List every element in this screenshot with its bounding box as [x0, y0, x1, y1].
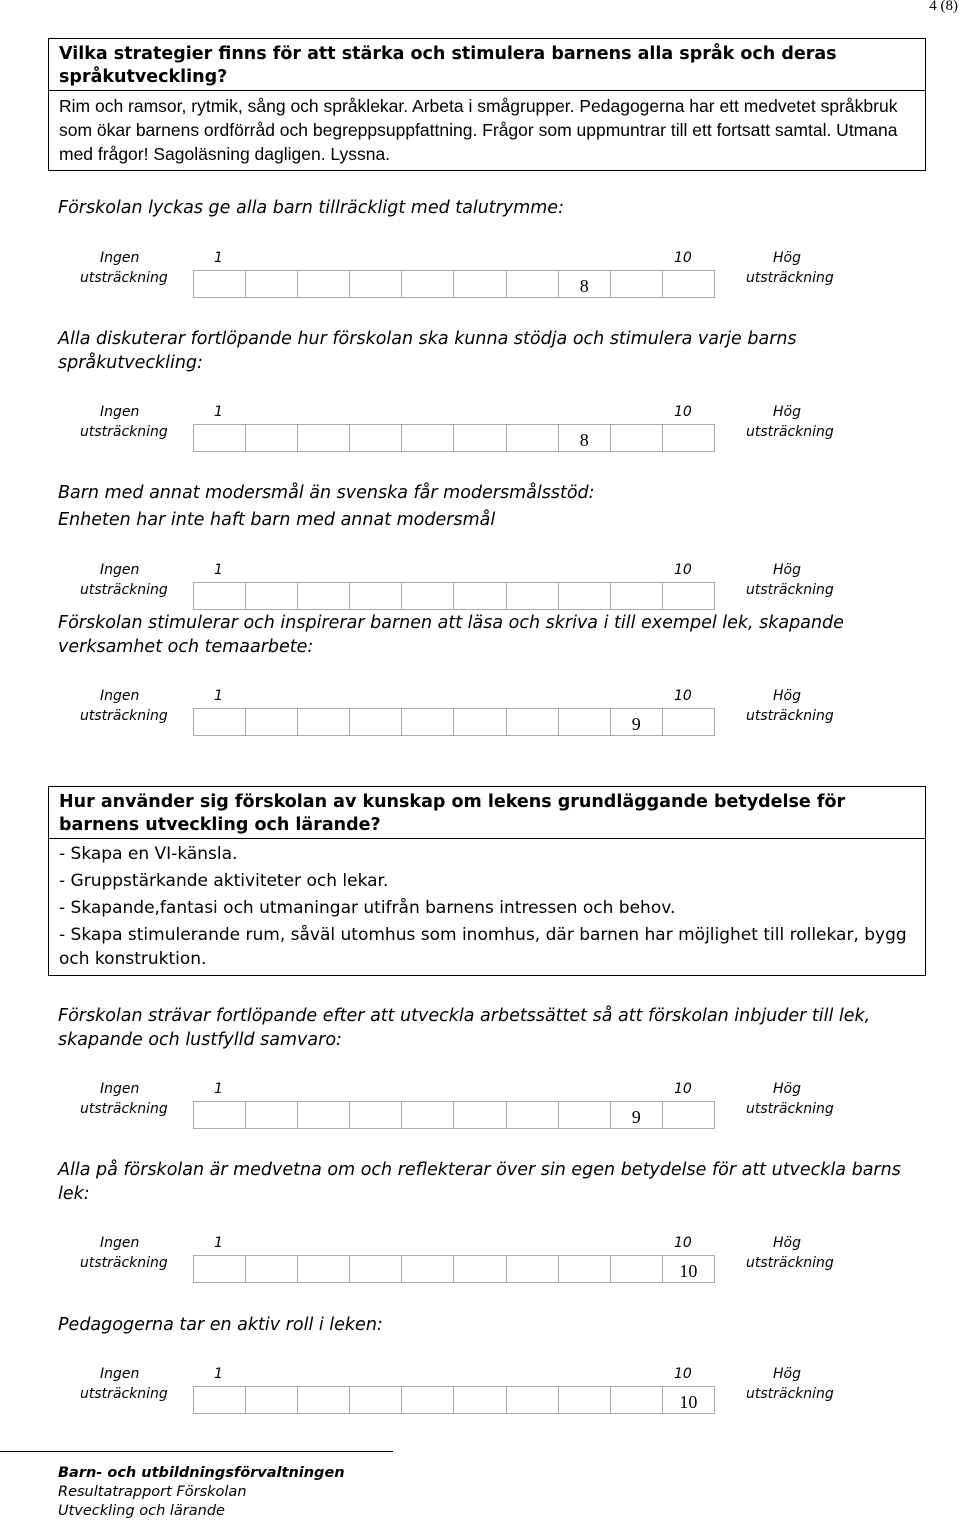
scale-low-label-sub: utsträckning [80, 1101, 168, 1117]
scale-max-number: 10 [674, 688, 692, 704]
rating-scale-lasa-skriva [0, 688, 960, 732]
scale-high-label-sub: utsträckning [746, 708, 834, 724]
question-betydelse: Alla på förskolan är medvetna om och reflekterar över sin egen betydelse för att utveckla barns lek: [58, 1160, 901, 1204]
scale-min-number: 1 [214, 1081, 223, 1097]
rating-cells [193, 1386, 715, 1414]
scale-low-label-sub: utsträckning [80, 424, 168, 440]
rating-cell-2[interactable] [246, 271, 298, 297]
rating-cell-8[interactable] [559, 1387, 611, 1413]
scale-high-label-sub: utsträckning [746, 1101, 834, 1117]
rating-value: 10 [679, 1261, 698, 1281]
rating-scale-modersmal [0, 562, 960, 606]
scale-low-label-sub: utsträckning [80, 1386, 168, 1402]
rating-cell-1[interactable] [194, 1256, 246, 1282]
scale-high-label: Hög [773, 404, 801, 420]
rating-cell-5[interactable] [402, 425, 454, 451]
rating-cell-4[interactable] [350, 1387, 402, 1413]
rating-cell-7[interactable] [507, 425, 559, 451]
rating-cell-4[interactable] [350, 271, 402, 297]
scale-high-label: Hög [773, 688, 801, 704]
scale-low-label-sub: utsträckning [80, 708, 168, 724]
rating-cells [193, 1255, 715, 1283]
rating-value: 8 [579, 276, 589, 296]
scale-max-number: 10 [674, 1235, 692, 1251]
rating-cell-10[interactable] [663, 583, 714, 609]
scale-max-number: 10 [674, 1366, 692, 1382]
scale-low-label-sub: utsträckning [80, 1255, 168, 1271]
rating-cell-6[interactable] [454, 709, 506, 735]
question-modersmal: Barn med annat modersmål än svenska får modersmålsstöd: [58, 483, 595, 503]
rating-cell-4[interactable] [350, 1256, 402, 1282]
scale-low-label: Ingen [100, 404, 140, 420]
rating-cell-7[interactable] [507, 1256, 559, 1282]
rating-cell-6[interactable] [454, 1256, 506, 1282]
scale-low-label: Ingen [100, 688, 140, 704]
scale-low-label-sub: utsträckning [80, 270, 168, 286]
footer-rule [0, 1451, 393, 1452]
rating-cell-3[interactable] [298, 425, 350, 451]
rating-cell-10[interactable] [663, 425, 714, 451]
scale-high-label: Hög [773, 250, 801, 266]
rating-cell-5[interactable] [402, 271, 454, 297]
scale-high-label-sub: utsträckning [746, 1386, 834, 1402]
rating-cell-10[interactable] [663, 709, 714, 735]
play-box [48, 786, 926, 976]
rating-cell-1[interactable] [194, 709, 246, 735]
scale-min-number: 1 [214, 1366, 223, 1382]
play-answer-line: - Gruppstärkande aktiviteter och lekar. [59, 871, 389, 891]
rating-cell-7[interactable] [507, 271, 559, 297]
rating-cell-9[interactable] [611, 271, 663, 297]
rating-cell-5[interactable] [402, 709, 454, 735]
rating-value: 10 [679, 1392, 698, 1412]
rating-cells [193, 582, 715, 610]
scale-high-label-sub: utsträckning [746, 270, 834, 286]
rating-cell-2[interactable] [246, 425, 298, 451]
scale-low-label: Ingen [100, 1366, 140, 1382]
scale-low-label-sub: utsträckning [80, 582, 168, 598]
question-lasa-skriva: Förskolan stimulerar och inspirerar barnen att läsa och skriva i till exempel lek, skapande verksamhet och temaarbete: [58, 613, 844, 657]
scale-high-label: Hög [773, 1081, 801, 1097]
rating-cell-6[interactable] [454, 1387, 506, 1413]
rating-scale-betydelse [0, 1235, 960, 1279]
scale-min-number: 1 [214, 404, 223, 420]
scale-min-number: 1 [214, 562, 223, 578]
rating-cell-4[interactable] [350, 583, 402, 609]
play-question: Hur använder sig förskolan av kunskap om lekens grundläggande betydelse för barnens utveckling och lärande? [49, 787, 925, 839]
play-answer-line: - Skapande,fantasi och utmaningar utifrån barnens intressen och behov. [59, 898, 676, 918]
rating-cell-5[interactable] [402, 1387, 454, 1413]
rating-cell-10[interactable] [663, 1387, 714, 1413]
rating-cell-10[interactable] [663, 271, 714, 297]
rating-cell-7[interactable] [507, 709, 559, 735]
footer-section: Utveckling och lärande [58, 1503, 225, 1519]
rating-cell-3[interactable] [298, 1256, 350, 1282]
rating-cell-6[interactable] [454, 583, 506, 609]
footer-report: Resultatrapport Förskolan [58, 1484, 247, 1500]
rating-cell-3[interactable] [298, 1387, 350, 1413]
scale-min-number: 1 [214, 250, 223, 266]
rating-cell-3[interactable] [298, 271, 350, 297]
rating-cell-6[interactable] [454, 1102, 506, 1128]
rating-cell-1[interactable] [194, 1102, 246, 1128]
rating-cell-2[interactable] [246, 1102, 298, 1128]
rating-cell-9[interactable] [611, 425, 663, 451]
rating-cell-7[interactable] [507, 1387, 559, 1413]
scale-high-label-sub: utsträckning [746, 582, 834, 598]
rating-cell-8[interactable] [559, 583, 611, 609]
rating-cell-6[interactable] [454, 425, 506, 451]
rating-scale-sprakutveckling [0, 404, 960, 448]
rating-cell-9[interactable] [611, 583, 663, 609]
scale-max-number: 10 [674, 404, 692, 420]
scale-high-label: Hög [773, 1366, 801, 1382]
rating-cell-9[interactable] [611, 1256, 663, 1282]
rating-cell-4[interactable] [350, 1102, 402, 1128]
scale-high-label-sub: utsträckning [746, 1255, 834, 1271]
rating-cell-2[interactable] [246, 1256, 298, 1282]
scale-low-label: Ingen [100, 1081, 140, 1097]
scale-high-label-sub: utsträckning [746, 424, 834, 440]
footer [58, 1464, 345, 1521]
rating-cell-8[interactable] [559, 271, 611, 297]
rating-cell-10[interactable] [663, 1102, 714, 1128]
rating-cell-1[interactable] [194, 1387, 246, 1413]
rating-cell-1[interactable] [194, 271, 246, 297]
scale-low-label: Ingen [100, 1235, 140, 1251]
rating-value: 9 [631, 1107, 641, 1127]
rating-cell-8[interactable] [559, 1102, 611, 1128]
rating-cell-5[interactable] [402, 1256, 454, 1282]
rating-cell-2[interactable] [246, 709, 298, 735]
question-talutrymme: Förskolan lyckas ge alla barn tillräckligt med talutrymme: [58, 198, 564, 218]
scale-max-number: 10 [674, 250, 692, 266]
strategy-question: Vilka strategier finns för att stärka och stimulera barnens alla språk och deras språkutveckling? [49, 39, 925, 91]
strategy-answer: Rim och ramsor, rytmik, sång och språklekar. Arbeta i smågrupper. Pedagogerna har ett medvetet språkbruk som ökar barnens ordförråd och begreppsuppfattning. Frågor som uppmuntrar till ett fortsatt samtal. Utmana med frågor! Sagoläsning dagligen. Lyssna. [59, 96, 898, 164]
rating-cells [193, 424, 715, 452]
scale-min-number: 1 [214, 688, 223, 704]
rating-cell-8[interactable] [559, 425, 611, 451]
scale-low-label: Ingen [100, 562, 140, 578]
rating-cell-2[interactable] [246, 1387, 298, 1413]
rating-cell-7[interactable] [507, 1102, 559, 1128]
question-aktiv-roll: Pedagogerna tar en aktiv roll i leken: [58, 1315, 383, 1335]
play-answer [49, 839, 925, 975]
scale-high-label: Hög [773, 562, 801, 578]
rating-cell-9[interactable] [611, 1387, 663, 1413]
question-arbetssatt: Förskolan strävar fortlöpande efter att utveckla arbetssättet så att förskolan inbjuder till lek, skapande och lustfylld samvaro: [58, 1006, 871, 1050]
rating-cell-5[interactable] [402, 583, 454, 609]
rating-cell-6[interactable] [454, 271, 506, 297]
rating-cell-3[interactable] [298, 583, 350, 609]
scale-low-label: Ingen [100, 250, 140, 266]
footer-org: Barn- och utbildningsförvaltningen [58, 1465, 345, 1481]
rating-cell-5[interactable] [402, 1102, 454, 1128]
rating-scale-aktiv-roll [0, 1366, 960, 1410]
rating-cell-9[interactable] [611, 1102, 663, 1128]
rating-cell-9[interactable] [611, 709, 663, 735]
rating-cell-3[interactable] [298, 709, 350, 735]
rating-cell-7[interactable] [507, 583, 559, 609]
question-sprakutveckling: Alla diskuterar fortlöpande hur förskolan ska kunna stödja och stimulera varje barns språkutveckling: [58, 329, 797, 373]
rating-cells [193, 708, 715, 736]
scale-high-label: Hög [773, 1235, 801, 1251]
rating-cell-3[interactable] [298, 1102, 350, 1128]
rating-scale-talutrymme [0, 250, 960, 294]
rating-cell-8[interactable] [559, 709, 611, 735]
play-answer-line: - Skapa stimulerande rum, såväl utomhus som inomhus, där barnen har möjlighet till rollekar, bygg och konstruktion. [59, 925, 907, 969]
scale-max-number: 10 [674, 562, 692, 578]
rating-cell-10[interactable] [663, 1256, 714, 1282]
play-answer-line: - Skapa en VI-känsla. [59, 844, 238, 864]
rating-cells [193, 270, 715, 298]
rating-cell-8[interactable] [559, 1256, 611, 1282]
rating-cell-2[interactable] [246, 583, 298, 609]
strategy-box [48, 38, 926, 171]
rating-scale-arbetssatt [0, 1081, 960, 1125]
rating-cell-1[interactable] [194, 583, 246, 609]
rating-cells [193, 1101, 715, 1129]
scale-max-number: 10 [674, 1081, 692, 1097]
page-number: 4 (8) [929, 0, 958, 14]
note-modersmal: Enheten har inte haft barn med annat modersmål [58, 510, 496, 530]
rating-cell-4[interactable] [350, 709, 402, 735]
rating-cell-4[interactable] [350, 425, 402, 451]
rating-value: 8 [579, 430, 589, 450]
rating-value: 9 [631, 714, 641, 734]
scale-min-number: 1 [214, 1235, 223, 1251]
rating-cell-1[interactable] [194, 425, 246, 451]
